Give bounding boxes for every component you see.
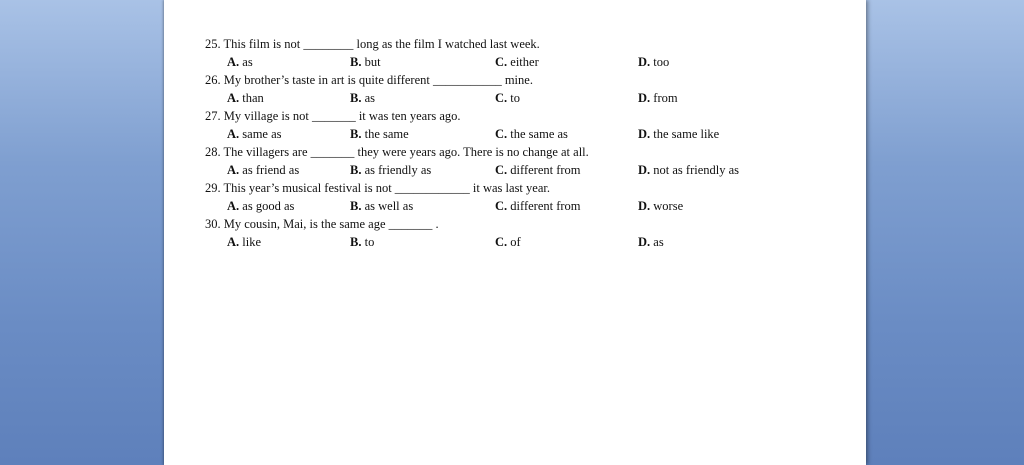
option-letter: D. — [638, 199, 651, 213]
option-b — [350, 89, 375, 107]
option-letter: A. — [227, 235, 240, 249]
options-row — [205, 197, 845, 215]
option-letter: B. — [350, 199, 362, 213]
option-letter: B. — [350, 91, 362, 105]
option-letter: B. — [350, 235, 362, 249]
option-letter: C. — [495, 199, 508, 213]
option-letter: A. — [227, 55, 240, 69]
options-row — [205, 89, 845, 107]
option-c — [495, 89, 520, 107]
option-text: as good as — [242, 199, 295, 213]
option-a — [227, 89, 264, 107]
option-letter: C. — [495, 235, 508, 249]
option-text: the same — [364, 127, 409, 141]
option-text: as — [364, 91, 376, 105]
option-a — [227, 197, 294, 215]
option-letter: B. — [350, 127, 362, 141]
option-letter: C. — [495, 127, 508, 141]
option-letter: A. — [227, 199, 240, 213]
option-text: different from — [510, 199, 581, 213]
option-text: as — [653, 235, 664, 249]
options-row — [205, 161, 845, 179]
option-c — [495, 161, 581, 179]
question-30 — [205, 215, 845, 251]
option-letter: A. — [227, 163, 240, 177]
option-a — [227, 53, 253, 71]
option-letter: D. — [638, 163, 651, 177]
option-b — [350, 197, 413, 215]
question-27 — [205, 107, 845, 143]
option-c — [495, 53, 539, 71]
option-letter: D. — [638, 127, 651, 141]
options-row — [205, 53, 845, 71]
option-d — [638, 161, 739, 179]
option-letter: C. — [495, 91, 508, 105]
option-b — [350, 161, 431, 179]
option-letter: A. — [227, 91, 240, 105]
question-28 — [205, 143, 845, 179]
option-d — [638, 125, 719, 143]
option-text: the same like — [653, 127, 720, 141]
option-letter: C. — [495, 55, 508, 69]
option-a — [227, 161, 299, 179]
option-text: too — [653, 55, 670, 69]
option-text: but — [364, 55, 381, 69]
option-text: same as — [242, 127, 282, 141]
question-25 — [205, 35, 845, 71]
question-text: 28. The villagers are _______ they were years ago. There is no change at all. — [205, 145, 589, 159]
option-text: as friend as — [242, 163, 300, 177]
option-text: to — [364, 235, 375, 249]
option-text: the same as — [510, 127, 568, 141]
option-b — [350, 125, 409, 143]
option-b — [350, 53, 381, 71]
option-text: different from — [510, 163, 581, 177]
question-text: 29. This year’s musical festival is not ____________ it was last year. — [205, 181, 550, 195]
option-text: than — [242, 91, 264, 105]
option-a — [227, 125, 282, 143]
option-text: not as friendly as — [653, 163, 740, 177]
option-c — [495, 233, 521, 251]
option-text: of — [510, 235, 521, 249]
options-row — [205, 125, 845, 143]
option-text: from — [653, 91, 678, 105]
option-text: to — [510, 91, 521, 105]
option-text: worse — [653, 199, 684, 213]
option-a — [227, 233, 261, 251]
question-text: 26. My brother’s taste in art is quite different ___________ mine. — [205, 73, 533, 87]
option-text: as — [242, 55, 253, 69]
option-letter: D. — [638, 91, 651, 105]
option-text: as well as — [364, 199, 414, 213]
option-letter: C. — [495, 163, 508, 177]
question-text: 27. My village is not _______ it was ten years ago. — [205, 109, 461, 123]
document-page[interactable] — [164, 0, 866, 465]
option-letter: D. — [638, 235, 651, 249]
option-d — [638, 233, 664, 251]
question-29 — [205, 179, 845, 215]
option-text: either — [510, 55, 539, 69]
option-c — [495, 197, 581, 215]
option-letter: D. — [638, 55, 651, 69]
exercise-list — [205, 35, 845, 251]
option-letter: B. — [350, 163, 362, 177]
option-d — [638, 89, 678, 107]
option-text: as friendly as — [364, 163, 432, 177]
option-d — [638, 53, 669, 71]
option-text: like — [242, 235, 262, 249]
question-26 — [205, 71, 845, 107]
option-b — [350, 233, 374, 251]
option-letter: A. — [227, 127, 240, 141]
question-text: 25. This film is not ________ long as the film I watched last week. — [205, 37, 540, 51]
option-c — [495, 125, 568, 143]
options-row — [205, 233, 845, 251]
option-letter: B. — [350, 55, 362, 69]
question-text: 30. My cousin, Mai, is the same age _______ . — [205, 217, 439, 231]
option-d — [638, 197, 683, 215]
